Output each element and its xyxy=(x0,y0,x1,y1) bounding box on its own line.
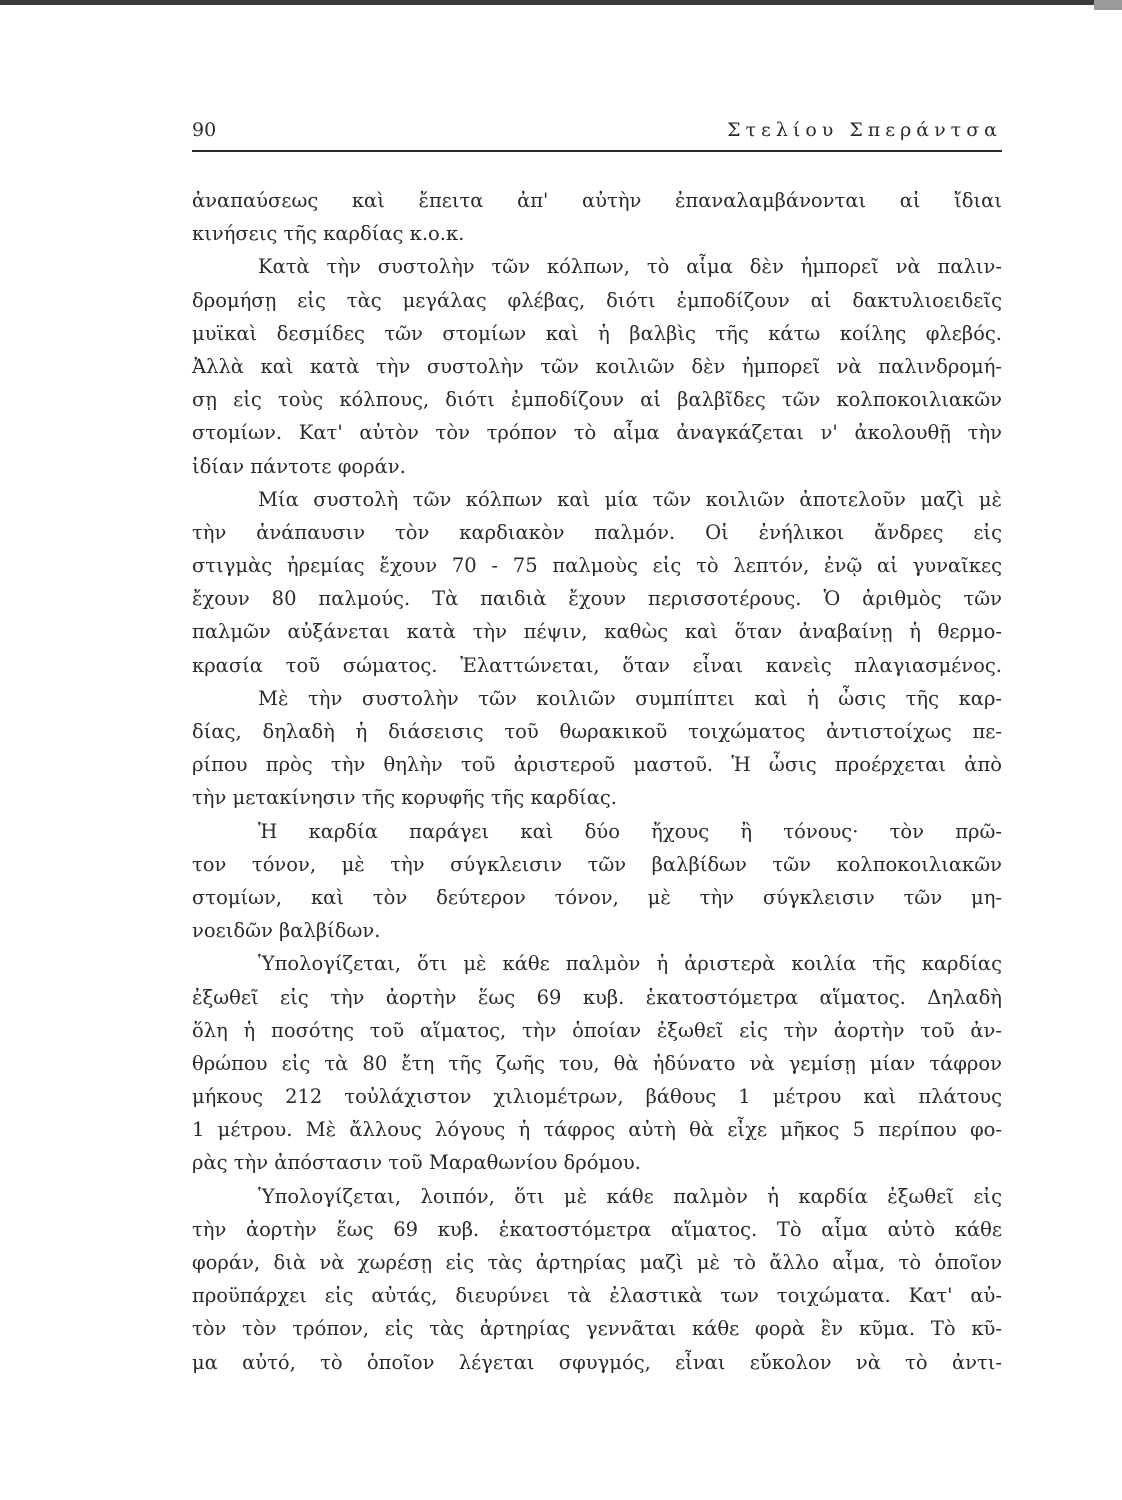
text-line: Κατὰ τὴν συστολὴν τῶν κόλπων, τὸ αἷμα δὲν ἠμπορεῖ νὰ παλιν- xyxy=(258,255,1002,279)
scan-corner-mark xyxy=(1094,0,1122,10)
text-line: μήκους 212 τοὐλάχιστον χιλιομέτρων, βάθους 1 μέτρου καὶ πλάτους xyxy=(192,1085,1002,1109)
text-line: κινήσεις τῆς καρδίας κ.ο.κ. xyxy=(192,222,465,246)
text-line: ἔχουν 80 παλμούς. Τὰ παιδιὰ ἔχουν περισσοτέρους. Ὁ ἀριθμὸς τῶν xyxy=(192,587,1002,611)
text-line: ρὰς τὴν ἀπόστασιν τοῦ Μαραθωνίου δρόμου. xyxy=(192,1151,641,1175)
running-title: Στελίου Σπεράντσα xyxy=(727,119,1002,141)
body-text xyxy=(192,184,1002,1379)
text-line: Ἡ καρδία παράγει καὶ δύο ἤχους ἢ τόνους· τὸν πρῶ- xyxy=(258,819,1002,843)
text-line: ὅλη ἡ ποσότης τοῦ αἵματος, τὴν ὁποίαν ἐξωθεῖ εἰς τὴν ἀορτὴν τοῦ ἀν- xyxy=(192,1018,1002,1042)
text-line: ἰδίαν πάντοτε φοράν. xyxy=(192,454,406,478)
text-line: θρώπου εἰς τὰ 80 ἔτη τῆς ζωῆς του, θὰ ἠδύνατο νὰ γεμίσῃ μίαν τάφρον xyxy=(192,1051,1002,1075)
text-line: φοράν, διὰ νὰ χωρέσῃ εἰς τὰς ἀρτηρίας μαζὶ μὲ τὸ ἄλλο αἷμα, τὸ ὁποῖον xyxy=(192,1251,1002,1274)
text-line: στομίων, καὶ τὸν δεύτερον τόνον, μὲ τὴν σύγκλεισιν τῶν μη- xyxy=(192,885,1002,909)
text-line: δίας, δηλαδὴ ἡ διάσεισις τοῦ θωρακικοῦ τοιχώματος ἀντιστοίχως πε- xyxy=(192,720,1002,743)
text-line: μυϊκαὶ δεσμίδες τῶν στομίων καὶ ἡ βαλβὶς τῆς κάτω κοίλης φλεβός. xyxy=(192,321,1002,345)
text-line: ἐξωθεῖ εἰς τὴν ἀορτὴν ἕως 69 κυβ. ἑκατοστόμετρα αἵματος. Δηλαδὴ xyxy=(192,985,1002,1009)
text-line: Ἀλλὰ καὶ κατὰ τὴν συστολὴν τῶν κοιλιῶν δὲν ἠμπορεῖ νὰ παλινδρομή- xyxy=(192,354,1002,378)
text-line: Ὑπολογίζεται, λοιπόν, ὅτι μὲ κάθε παλμὸν ἡ καρδία ἐξωθεῖ εἰς xyxy=(258,1184,1002,1208)
text-line: δρομήσῃ εἰς τὰς μεγάλας φλέβας, διότι ἐμποδίζουν αἱ δακτυλιοειδεῖς xyxy=(192,288,1002,312)
text-line: Ὑπολογίζεται, ὅτι μὲ κάθε παλμὸν ἡ ἀριστερὰ κοιλία τῆς καρδίας xyxy=(258,952,1002,976)
text-line: 1 μέτρου. Μὲ ἄλλους λόγους ἡ τάφρος αὐτὴ θὰ εἶχε μῆκος 5 περίπου φο- xyxy=(192,1118,1002,1142)
text-line: σῃ εἰς τοὺς κόλπους, διότι ἐμποδίζουν αἱ βαλβῖδες τῶν κολποκοιλιακῶν xyxy=(192,388,1002,412)
page-number: 90 xyxy=(192,119,217,141)
text-line: προϋπάρχει εἰς αὐτάς, διευρύνει τὰ ἐλαστικὰ των τοιχώματα. Κατ' αὐ- xyxy=(192,1284,1002,1308)
text-line: ρίπου πρὸς τὴν θηλὴν τοῦ ἀριστεροῦ μαστοῦ. Ἡ ὦσις προέρχεται ἀπὸ xyxy=(192,753,1002,777)
text-line: τὴν μετακίνησιν τῆς κορυφῆς τῆς καρδίας. xyxy=(192,786,618,810)
text-line: τὴν ἀνάπαυσιν τὸν καρδιακὸν παλμόν. Οἱ ἐνήλικοι ἄνδρες εἰς xyxy=(192,520,1002,544)
text-line: ἀναπαύσεως καὶ ἔπειτα ἀπ' αὐτὴν ἐπαναλαμβάνονται αἱ ἴδιαι xyxy=(192,189,1002,212)
text-line: κρασία τοῦ σώματος. Ἐλαττώνεται, ὅταν εἶναι κανεὶς πλαγιασμένος. xyxy=(192,653,1002,677)
text-line: Μία συστολὴ τῶν κόλπων καὶ μία τῶν κοιλιῶν ἀποτελοῦν μαζὶ μὲ xyxy=(258,487,1002,511)
text-line: παλμῶν αὐξάνεται κατὰ τὴν πέψιν, καθὼς καὶ ὅταν ἀναβαίνῃ ἡ θερμο- xyxy=(192,620,1002,644)
scan-top-border xyxy=(0,0,1122,5)
text-line: στιγμὰς ἠρεμίας ἔχουν 70 - 75 παλμοὺς εἰς τὸ λεπτόν, ἐνῷ αἱ γυναῖκες xyxy=(192,554,1002,578)
text-line: νοειδῶν βαλβίδων. xyxy=(192,919,381,943)
text-line: τον τόνον, μὲ τὴν σύγκλεισιν τῶν βαλβίδων τῶν κολποκοιλιακῶν xyxy=(192,852,1002,876)
page-header xyxy=(192,118,1002,150)
text-line: τὸν τὸν τρόπον, εἰς τὰς ἀρτηρίας γεννᾶται κάθε φορὰ ἓν κῦμα. Τὸ κῦ- xyxy=(192,1317,1002,1341)
header-rule xyxy=(192,150,1002,152)
text-line: μα αὐτό, τὸ ὁποῖον λέγεται σφυγμός, εἶναι εὔκολον νὰ τὸ ἀντι- xyxy=(192,1350,1002,1374)
text-line: Μὲ τὴν συστολὴν τῶν κοιλιῶν συμπίπτει καὶ ἡ ὦσις τῆς καρ- xyxy=(258,686,1002,710)
text-line: στομίων. Κατ' αὐτὸν τὸν τρόπον τὸ αἷμα ἀναγκάζεται ν' ἀκολουθῇ τὴν xyxy=(192,421,1002,445)
text-line: τὴν ἀορτὴν ἕως 69 κυβ. ἑκατοστόμετρα αἵματος. Τὸ αἷμα αὐτὸ κάθε xyxy=(192,1217,1002,1241)
